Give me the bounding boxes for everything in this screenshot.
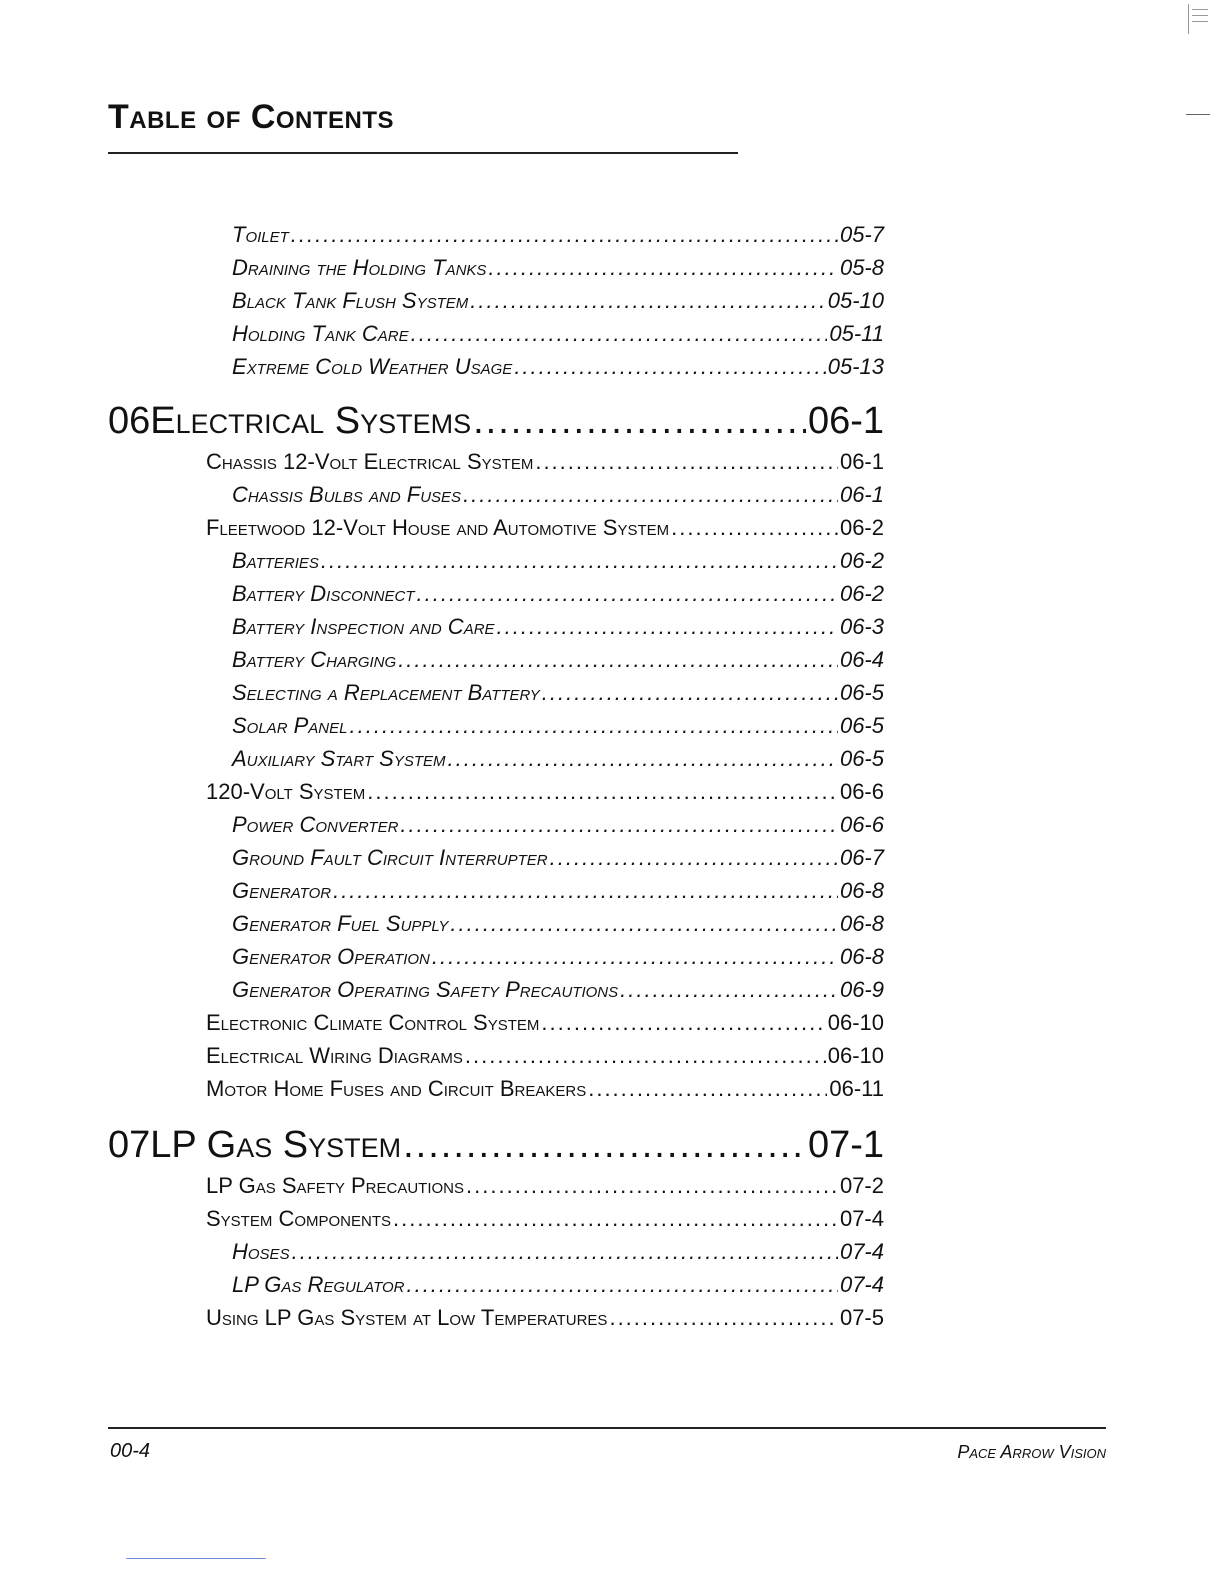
toc-entry-label: Fleetwood 12-Volt House and Automotive System [206,515,670,540]
toc-entry-label: Power Converter [232,812,399,837]
toc-entry[interactable] [232,222,884,252]
toc-entry-page: 06-8 [839,911,884,936]
toc-entry-label: Battery Disconnect [232,581,415,606]
toc-entry-label: Generator Operating Safety Precautions [232,977,619,1002]
toc-entry-label: Solar Panel [232,713,348,738]
toc-leader [588,1076,827,1102]
toc-leader [450,911,838,937]
toc-leader [448,746,838,772]
toc-entry-label: Motor Home Fuses and Circuit Breakers [206,1076,587,1101]
toc-entry[interactable] [232,977,884,1007]
toc-entry[interactable] [232,944,884,974]
toc-entry-label: Battery Charging [232,647,397,672]
toc-entry[interactable] [206,1305,884,1335]
toc-entry[interactable] [232,482,884,512]
toc-entry-page: 06-5 [839,746,884,771]
toc-leader [400,812,838,838]
toc-leader [514,354,825,380]
toc-leader [609,1305,838,1331]
toc-leader [535,449,838,475]
toc-leader [541,1010,825,1036]
toc-entry-label: Auxiliary Start System [232,746,446,771]
toc-entry-page: 05-11 [829,321,884,346]
toc-entry-label: Electrical Wiring Diagrams [206,1043,463,1068]
toc-entry-label: LP Gas Regulator [232,1272,405,1297]
toc-entry-page: 07-2 [839,1173,884,1198]
toc-section-label: Electrical Systems [150,400,472,442]
toc-section-number: 06 [108,400,151,442]
toc-entry-label: System Components [206,1206,392,1231]
toc-section[interactable] [108,1124,884,1170]
toc-entry[interactable] [206,1076,884,1106]
bottom-edge-line [126,1558,266,1559]
toc-entry-page: 06-11 [829,1076,884,1101]
toc-entry-page: 07-4 [839,1206,884,1231]
toc-entry-page: 05-8 [839,255,884,280]
toc-leader [411,321,828,347]
toc-entry-page: 06-8 [839,878,884,903]
toc-leader [291,222,838,248]
toc-leader [333,878,838,904]
toc-entry[interactable] [232,1239,884,1269]
toc-entry-page: 06-5 [839,713,884,738]
toc-entry-label: Extreme Cold Weather Usage [232,354,513,379]
toc-entry-label: Generator Operation [232,944,430,969]
toc-section-page: 06-1 [807,400,884,442]
toc-leader [367,779,838,805]
toc-entry[interactable] [232,548,884,578]
toc-section[interactable] [108,400,884,446]
toc-leader [470,288,825,314]
toc-entry-label: Ground Fault Circuit Interrupter [232,845,548,870]
toc-leader [406,1272,837,1298]
toc-entry[interactable] [232,614,884,644]
toc-entry[interactable] [232,321,884,351]
toc-leader [466,1173,838,1199]
toc-entry-page: 06-6 [839,779,884,804]
toc-entry[interactable] [206,1010,884,1040]
toc-leader [417,581,838,607]
toc-entry[interactable] [232,1272,884,1302]
toc-entry[interactable] [206,1173,884,1203]
toc-entry[interactable] [206,1043,884,1073]
footer-page-number: 00-4 [110,1440,151,1462]
toc-leader [403,1124,806,1167]
toc-entry-label: Chassis Bulbs and Fuses [232,482,462,507]
toc-entry-label: Black Tank Flush System [232,288,469,313]
toc-entry-page: 06-2 [839,548,884,573]
toc-section-page: 07-1 [807,1124,884,1166]
toc-entry-label: Draining the Holding Tanks [232,255,487,280]
toc-entry-label: Electronic Climate Control System [206,1010,540,1035]
toc-entry-label: Selecting a Replacement Battery [232,680,540,705]
toc-entry-page: 06-8 [839,944,884,969]
toc-entry-page: 07-4 [839,1239,884,1264]
toc-entry-page: 06-1 [839,482,884,507]
toc-leader [398,647,838,673]
toc-entry-label: Generator [232,878,332,903]
toc-leader [671,515,838,541]
toc-entry[interactable] [232,288,884,318]
toc-entry[interactable] [232,647,884,677]
toc-entry[interactable] [232,911,884,941]
toc-leader [488,255,838,281]
toc-entry-page: 05-7 [839,222,884,247]
footer-rule [108,1427,1106,1429]
toc-entry-page: 06-4 [839,647,884,672]
toc-entry-label: Holding Tank Care [232,321,409,346]
toc-entry-page: 06-1 [839,449,884,474]
toc-entry[interactable] [232,845,884,875]
toc-entry[interactable] [232,680,884,710]
toc-entry[interactable] [232,354,884,384]
toc-entry-label: Toilet [232,222,289,247]
toc-entry[interactable] [232,581,884,611]
toc-entry-label: Chassis 12-Volt Electrical System [206,449,534,474]
toc-entry[interactable] [232,746,884,776]
page-title: Table of Contents [108,98,395,136]
toc-entry[interactable] [232,255,884,285]
toc-entry-label: Hoses [232,1239,290,1264]
toc-section-label: LP Gas System [150,1124,402,1166]
toc-entry-label: Generator Fuel Supply [232,911,449,936]
toc-entry[interactable] [206,1206,884,1236]
toc-entry-label: Batteries [232,548,319,573]
footer-publication-title: Pace Arrow Vision [957,1442,1106,1462]
toc-entry[interactable] [206,449,884,479]
toc-leader [350,713,838,739]
toc-entry-label: LP Gas Safety Precautions [206,1173,465,1198]
toc-leader [292,1239,838,1265]
toc-leader [542,680,838,706]
toc-section-number: 07 [108,1124,151,1166]
toc-entry-page: 06-5 [839,680,884,705]
toc-entry-page: 05-13 [827,354,884,379]
toc-leader [473,400,806,443]
toc-entry-page: 06-9 [839,977,884,1002]
toc-entry[interactable] [206,515,884,545]
toc-entry-label: Using LP Gas System at Low Temperatures [206,1305,608,1330]
toc-entry[interactable] [206,779,884,809]
toc-leader [393,1206,838,1232]
toc-leader [620,977,838,1003]
toc-entry-page: 06-6 [839,812,884,837]
toc-entry-page: 06-10 [827,1010,884,1035]
toc-entry-page: 05-10 [827,288,884,313]
toc-entry-page: 06-2 [839,515,884,540]
toc-entry-label: Battery Inspection and Care [232,614,495,639]
toc-entry-page: 06-10 [827,1043,884,1068]
toc-leader [432,944,838,970]
toc-leader [550,845,838,871]
toc-entry-page: 06-7 [839,845,884,870]
toc-entry[interactable] [232,812,884,842]
toc-entry[interactable] [232,878,884,908]
toc-leader [321,548,838,574]
toc-entry-page: 07-5 [839,1305,884,1330]
toc-entry-page: 07-4 [839,1272,884,1297]
toc-leader [465,1043,826,1069]
toc-entry-page: 06-2 [839,581,884,606]
toc-leader [497,614,838,640]
toc-entry[interactable] [232,713,884,743]
toc-entry-page: 06-3 [839,614,884,639]
toc-entry-label: 120-Volt System [206,779,366,804]
toc-leader [463,482,838,508]
